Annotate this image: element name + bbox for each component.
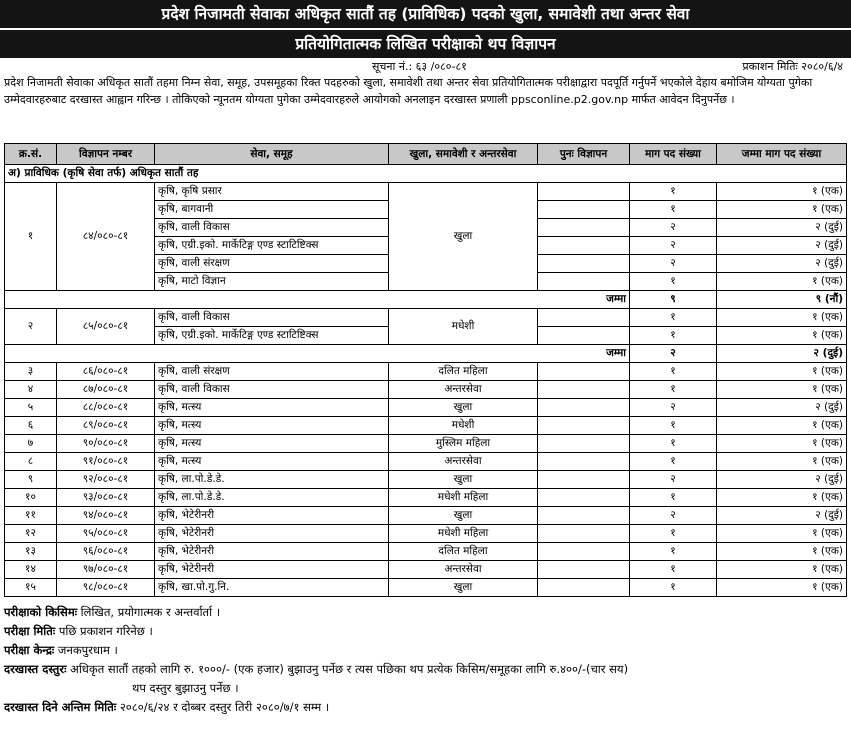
vacancy-table [4,143,847,597]
cell-adno: ९०/०८०-८१ [57,435,155,453]
header-type: खुला, समावेशी र अन्तरसेवा [389,144,538,165]
cell-type: मधेशी [389,417,538,435]
section-label: अ) प्राविधिक (कृषि सेवा तर्फ) अधिकृत सातौं तह [5,165,847,183]
cell-posts: १ [630,525,717,543]
cell-total: १ (एक) [717,273,847,291]
exam-date-line [4,622,851,641]
table-row [5,183,847,201]
cell-readv [538,237,630,255]
cell-type: खुला [389,399,538,417]
cell-adno: ८८/०८०-८१ [57,399,155,417]
cell-posts: २ [630,471,717,489]
cell-posts: १ [630,309,717,327]
cell-posts: १ [630,561,717,579]
cell-adno: ८५/०८०-८१ [57,309,155,345]
header-service: सेवा, समूह [155,144,389,165]
table-header-row [5,144,847,165]
cell-total: १ (एक) [717,183,847,201]
cell-service: कृषि, एग्री.इको. मार्केटिङ्ग एण्ड स्टाटिष्टिक्स [155,237,389,255]
cell-service: कृषि, मत्स्य [155,417,389,435]
table-row [5,453,847,471]
header-title-line1: प्रदेश निजामती सेवाका अधिकृत सातौं तह (प्राविधिक) पदको खुला, समावेशी तथा अन्तर सेवा [0,0,851,30]
header-adno: विज्ञापन नम्बर [57,144,155,165]
cell-adno: ९८/०८०-८१ [57,579,155,597]
table-row [5,579,847,597]
cell-sn: ९ [5,471,57,489]
table-row [5,471,847,489]
cell-adno: ९१/०८०-८१ [57,453,155,471]
cell-readv [538,507,630,525]
table-row [5,561,847,579]
section-row [5,165,847,183]
subtotal-label: जम्मा [5,345,630,363]
cell-type: खुला [389,471,538,489]
cell-type: खुला [389,507,538,525]
cell-total: १ (एक) [717,579,847,597]
cell-type: मुस्लिम महिला [389,435,538,453]
cell-type: खुला [389,183,538,291]
cell-total: १ (एक) [717,363,847,381]
fee-value-line2: थप दस्तुर बुझाउनु पर्नेछ । [132,681,239,695]
table-row [5,507,847,525]
table-row [5,309,847,327]
cell-service: कृषि, मत्स्य [155,435,389,453]
cell-total: १ (एक) [717,453,847,471]
cell-readv [538,327,630,345]
cell-posts: १ [630,201,717,219]
table-row [5,399,847,417]
cell-posts: १ [630,543,717,561]
cell-sn: १४ [5,561,57,579]
cell-readv [538,255,630,273]
cell-sn: १० [5,489,57,507]
cell-sn: ६ [5,417,57,435]
header-sn: क्र.सं. [5,144,57,165]
cell-sn: १३ [5,543,57,561]
cell-sn: ५ [5,399,57,417]
deadline-line [4,698,851,717]
cell-sn: ८ [5,453,57,471]
cell-total: १ (एक) [717,309,847,327]
table-row [5,435,847,453]
cell-total: १ (एक) [717,561,847,579]
fee-line [4,660,851,679]
table-row [5,417,847,435]
cell-service: कृषि, ला.पो.डे.डे. [155,471,389,489]
cell-posts: २ [630,255,717,273]
cell-total: २ (दुई) [717,471,847,489]
cell-service: कृषि, बागवानी [155,201,389,219]
notice-number: सूचना नं.: ६३ /०८०-८१ [372,60,467,73]
footer-details [0,603,851,717]
cell-total: १ (एक) [717,525,847,543]
subtotal-row [5,291,847,309]
cell-service: कृषि, ला.पो.डे.डे. [155,489,389,507]
cell-readv [538,489,630,507]
cell-posts: २ [630,237,717,255]
cell-readv [538,273,630,291]
table-row [5,543,847,561]
header-posts: माग पद संख्या [630,144,717,165]
table-row [5,363,847,381]
cell-readv [538,399,630,417]
cell-posts: १ [630,363,717,381]
cell-total: १ (एक) [717,417,847,435]
cell-type: दलित महिला [389,543,538,561]
cell-posts: १ [630,417,717,435]
subtotal-row [5,345,847,363]
simple-rows [5,363,847,597]
cell-total: १ (एक) [717,543,847,561]
cell-sn: १ [5,183,57,291]
subtotal-total: २ (दुई) [717,345,847,363]
table-row [5,489,847,507]
cell-adno: ९४/०८०-८१ [57,507,155,525]
cell-sn: २ [5,309,57,345]
cell-type: मधेशी महिला [389,525,538,543]
cell-adno: ८४/०८०-८१ [57,183,155,291]
cell-service: कृषि, खा.पो.गु.नि. [155,579,389,597]
header-readv: पुनः विज्ञापन [538,144,630,165]
exam-center-label: परीक्षा केन्द्रः [4,643,55,657]
cell-type: खुला [389,579,538,597]
deadline-value: २०८०/६/२४ र दोब्बर दस्तुर तिरी २०८०/७/१ सम्म । [119,700,330,714]
cell-service: कृषि, वाली विकास [155,219,389,237]
cell-adno: ८९/०८०-८१ [57,417,155,435]
cell-adno: ९२/०८०-८१ [57,471,155,489]
notice-meta [0,59,851,75]
fee-value-line1: अधिकृत सातौं तहको लागि रु. १०००/- (एक हजार) बुझाउनु पर्नेछ र त्यस पछिका थप प्रत्येक किसिम/समूहका लागि रु.४००/-(चार सय) [70,662,629,676]
cell-service: कृषि, वाली संरक्षण [155,363,389,381]
cell-posts: १ [630,183,717,201]
cell-posts: २ [630,219,717,237]
cell-total: २ (दुई) [717,255,847,273]
cell-service: कृषि, वाली विकास [155,381,389,399]
deadline-label: दरखास्त दिने अन्तिम मितिः [4,700,117,714]
cell-readv [538,471,630,489]
exam-date-value: पछि प्रकाशन गरिनेछ । [58,624,153,638]
subtotal-posts: २ [630,345,717,363]
cell-posts: १ [630,381,717,399]
cell-adno: ९७/०८०-८१ [57,561,155,579]
cell-readv [538,381,630,399]
cell-adno: ८६/०८०-८१ [57,363,155,381]
cell-sn: १२ [5,525,57,543]
cell-sn: १५ [5,579,57,597]
fee-label: दरखास्त दस्तुरः [4,662,67,676]
exam-center-line [4,641,851,660]
cell-sn: ४ [5,381,57,399]
cell-service: कृषि, एग्री.इको. मार्केटिङ्ग एण्ड स्टाटिष्टिक्स [155,327,389,345]
header-total: जम्मा माग पद संख्या [717,144,847,165]
cell-readv [538,309,630,327]
cell-adno: ९६/०८०-८१ [57,543,155,561]
cell-service: कृषि, मत्स्य [155,399,389,417]
exam-center-value: जनकपुरधाम । [57,643,118,657]
cell-type: अन्तरसेवा [389,561,538,579]
table-row [5,381,847,399]
subtotal-total: ९ (नौं) [717,291,847,309]
cell-readv [538,579,630,597]
cell-service: कृषि, वाली संरक्षण [155,255,389,273]
cell-adno: ९३/०८०-८१ [57,489,155,507]
cell-type: अन्तरसेवा [389,381,538,399]
cell-readv [538,453,630,471]
cell-service: कृषि, मत्स्य [155,453,389,471]
cell-total: २ (दुई) [717,399,847,417]
cell-posts: २ [630,399,717,417]
cell-posts: १ [630,435,717,453]
cell-total: १ (एक) [717,201,847,219]
intro-paragraph: प्रदेश निजामती सेवाका अधिकृत सातौं तहमा निम्न सेवा, समूह, उपसमूहका रिक्त पदहरुको खुला, समावेशी तथा अन्तर सेवा प्रतियोगितात्मक परीक्षाद्वारा पदपूर्ति गर्नुपर्ने भएकोले देहाय बमोजिम योग्यता पुगेका उम्मेदवारहरुबाट दरखास्त आह्वान गरिन्छ । तोकिएको न्यूनतम योग्यता पुगेका उम्मेदवारहरुले आयोगको अनलाइन दरखास्त प्रणाली ppsconline.p2.gov.np मार्फत आवेदन दिनुपर्नेछ । [4,76,813,106]
exam-type-line [4,603,851,622]
cell-service: कृषि, वाली विकास [155,309,389,327]
exam-type-label: परीक्षाको किसिमः [4,605,78,619]
cell-type: मधेशी महिला [389,489,538,507]
exam-type-value: लिखित, प्रयोगात्मक र अन्तर्वार्ता । [80,605,221,619]
cell-total: १ (एक) [717,435,847,453]
subtotal-posts: ९ [630,291,717,309]
cell-posts: १ [630,327,717,345]
cell-readv [538,543,630,561]
cell-type: दलित महिला [389,363,538,381]
cell-readv [538,561,630,579]
cell-readv [538,525,630,543]
cell-readv [538,201,630,219]
cell-service: कृषि, भेटेरीनरी [155,543,389,561]
exam-date-label: परीक्षा मितिः [4,624,56,638]
cell-total: १ (एक) [717,381,847,399]
cell-total: २ (दुई) [717,237,847,255]
cell-service: कृषि, कृषि प्रसार [155,183,389,201]
cell-type: अन्तरसेवा [389,453,538,471]
table-row [5,525,847,543]
cell-sn: ३ [5,363,57,381]
cell-sn: ७ [5,435,57,453]
cell-service: कृषि, भेटेरीनरी [155,561,389,579]
cell-adno: ८७/०८०-८१ [57,381,155,399]
cell-posts: १ [630,489,717,507]
cell-total: १ (एक) [717,327,847,345]
cell-adno: ९५/०८०-८१ [57,525,155,543]
cell-posts: २ [630,507,717,525]
cell-total: १ (एक) [717,489,847,507]
cell-service: कृषि, भेटेरीनरी [155,507,389,525]
cell-readv [538,183,630,201]
subtotal-label: जम्मा [5,291,630,309]
cell-type: मधेशी [389,309,538,345]
cell-readv [538,417,630,435]
cell-posts: १ [630,579,717,597]
cell-sn: ११ [5,507,57,525]
header-title-line2: प्रतियोगितात्मक लिखित परीक्षाको थप विज्ञापन [295,35,556,53]
cell-posts: १ [630,273,717,291]
cell-readv [538,219,630,237]
cell-service: कृषि, भेटेरीनरी [155,525,389,543]
cell-total: २ (दुई) [717,507,847,525]
cell-service: कृषि, माटो विज्ञान [155,273,389,291]
cell-readv [538,363,630,381]
cell-posts: १ [630,453,717,471]
header-banner [0,0,851,58]
cell-total: २ (दुई) [717,219,847,237]
publish-date: प्रकाशन मितिः २०८०/६/४ [742,60,843,73]
cell-readv [538,435,630,453]
